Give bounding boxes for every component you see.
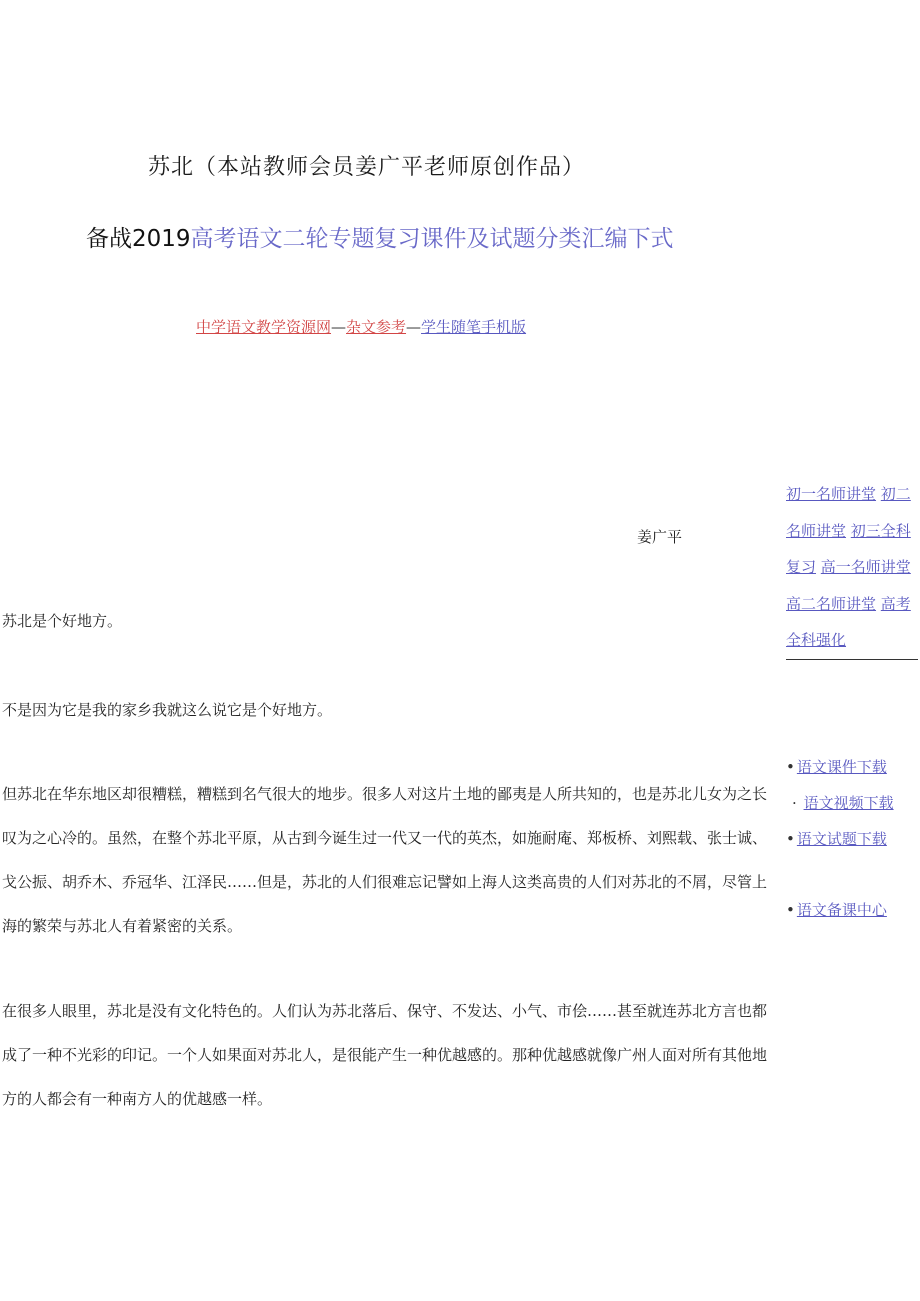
breadcrumb-category-link[interactable]: 杂文参考 — [346, 318, 407, 336]
grade-links-box — [786, 476, 918, 660]
sidebar-link-tests[interactable]: 语文试题下载 — [796, 830, 887, 848]
author-name: 姜广平 — [637, 528, 683, 546]
article-paragraph: 不是因为它是我的家乡我就这么说它是个好地方。 — [2, 701, 333, 719]
breadcrumb-separator: — — [331, 318, 347, 336]
promo-heading[interactable] — [86, 220, 674, 253]
article-paragraph: 苏北是个好地方。 — [2, 612, 123, 630]
promo-heading-prefix: 备战2019 — [86, 226, 191, 252]
page-title: 苏北（本站教师会员姜广平老师原创作品） — [148, 155, 586, 180]
sidebar-link-grade2[interactable]: 初二名师讲堂 — [786, 485, 911, 540]
sidebar-item-lesson-prep[interactable] — [786, 899, 887, 920]
promo-heading-link[interactable]: 高考语文二轮专题复习课件及试题分类汇编下式 — [190, 226, 674, 252]
article-paragraph: 但苏北在华东地区却很糟糕，糟糕到名气很大的地步。很多人对这片土地的鄙夷是人所共知的，也是苏北儿女为之长叹为之心冷的。虽然，在整个苏北平原，从古到今诞生过一代又一代的英杰，如施耐庵、郑板桥、刘熙载、张士诚、戈公振、胡乔木、乔冠华、江泽民……但是，苏北的人们很难忘记譬如上海人这类高贵的人们对苏北的不屑，尽管上海的繁荣与苏北人有着紧密的关系。 — [2, 785, 768, 935]
sidebar-item-courseware[interactable] — [786, 756, 887, 777]
bullet-icon: · — [792, 794, 797, 812]
sidebar-link-senior1[interactable]: 高一名师讲堂 — [820, 558, 911, 576]
bullet-icon: • — [786, 901, 795, 919]
sidebar-link-grade3[interactable]: 初三全科复习 — [786, 521, 911, 576]
sidebar-link-video[interactable]: 语文视频下载 — [803, 794, 894, 812]
sidebar-item-video[interactable] — [792, 792, 894, 813]
bullet-icon: • — [786, 830, 795, 848]
sidebar-link-courseware[interactable]: 语文课件下载 — [796, 758, 887, 776]
breadcrumb-home-link[interactable]: 中学语文教学资源网 — [196, 318, 332, 336]
sidebar-link-lesson-prep[interactable]: 语文备课中心 — [796, 901, 887, 919]
sidebar-link-senior2[interactable]: 高二名师讲堂 — [786, 594, 877, 613]
breadcrumb-separator: — — [406, 318, 422, 336]
sidebar-link-exam[interactable]: 高考全科强化 — [786, 594, 911, 649]
article-paragraph: 在很多人眼里，苏北是没有文化特色的。人们认为苏北落后、保守、不发达、小气、市侩……甚至就连苏北方言也都成了一种不光彩的印记。一个人如果面对苏北人，是很能产生一种优越感的。那种优越感就像广州人面对所有其他地方的人都会有一种南方人的优越感一样。 — [2, 1002, 768, 1108]
sidebar-link-grade1[interactable]: 初一名师讲堂 — [786, 485, 877, 503]
breadcrumb-mobile-link[interactable]: 学生随笔手机版 — [421, 318, 527, 336]
breadcrumb — [196, 316, 526, 337]
bullet-icon: • — [786, 758, 795, 776]
sidebar-item-tests[interactable] — [786, 828, 887, 849]
